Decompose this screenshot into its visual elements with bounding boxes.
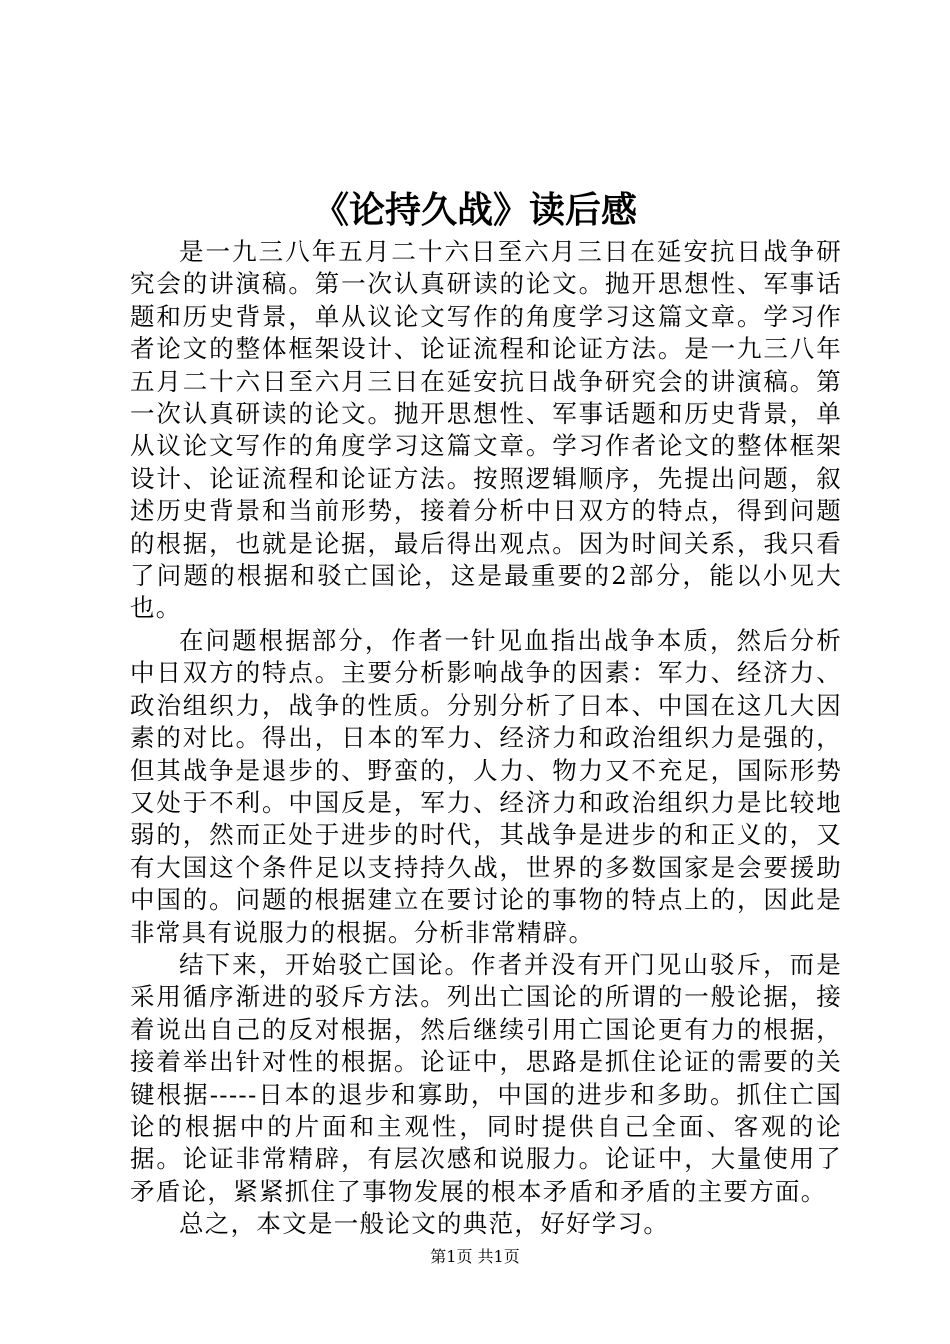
page-footer: 第1页 共1页 bbox=[430, 1247, 520, 1266]
paragraph-2: 在问题根据部分，作者一针见血指出战争本质，然后分析中日双方的特点。主要分析影响战争的因素：军力、经济力、政治组织力，战争的性质。分别分析了日本、中国在这几大因素的对比。得出，日本的军力、经济力和政治组织力是强的，但其战争是退步的、野蛮的，人力、物力又不充足，国际形势又处于不利。中国反是，军力、经济力和政治组织力是比较地弱的，然而正处于进步的时代，其战争是进步的和正义的，又有大国这个条件足以支持持久战，世界的多数国家是会要援助中国的。问题的根据建立在要讨论的事物的特点上的，因此是非常具有说服力的根据。分析非常精辟。 bbox=[130, 625, 842, 947]
paragraph-3: 结下来，开始驳亡国论。作者并没有开门见山驳斥，而是采用循序渐进的驳斥方法。列出亡国论的所谓的一般论据，接着说出自己的反对根据，然后继续引用亡国论更有力的根据，接着举出针对性的根据。论证中，思路是抓住论证的需要的关键根据-----日本的退步和寡助，中国的进步和多助。抓住亡国论的根据中的片面和主观性，同时提供自己全面、客观的论据。论证非常精辟，有层次感和说服力。论证中，大量使用了矛盾论，紧紧抓住了事物发展的根本矛盾和矛盾的主要方面。 bbox=[130, 949, 842, 1206]
page-title: 《论持久战》读后感 bbox=[312, 189, 637, 231]
paragraph-1: 是一九三八年五月二十六日至六月三日在延安抗日战争研究会的讲演稿。第一次认真研读的论文。抛开思想性、军事话题和历史背景，单从议论文写作的角度学习这篇文章。学习作者论文的整体框架设计、论证流程和论证方法。是一九三八年五月二十六日至六月三日在延安抗日战争研究会的讲演稿。第一次认真研读的论文。抛开思想性、军事话题和历史背景，单从议论文写作的角度学习这篇文章。学习作者论文的整体框架设计、论证流程和论证方法。按照逻辑顺序，先提出问题，叙述历史背景和当前形势，接着分析中日双方的特点，得到问题的根据，也就是论据，最后得出观点。因为时间关系，我只看了问题的根据和驳亡国论，这是最重要的2部分，能以小见大也。 bbox=[130, 237, 842, 623]
paragraph-4: 总之，本文是一般论文的典范，好好学习。 bbox=[179, 1209, 670, 1239]
body-text bbox=[130, 236, 842, 1241]
